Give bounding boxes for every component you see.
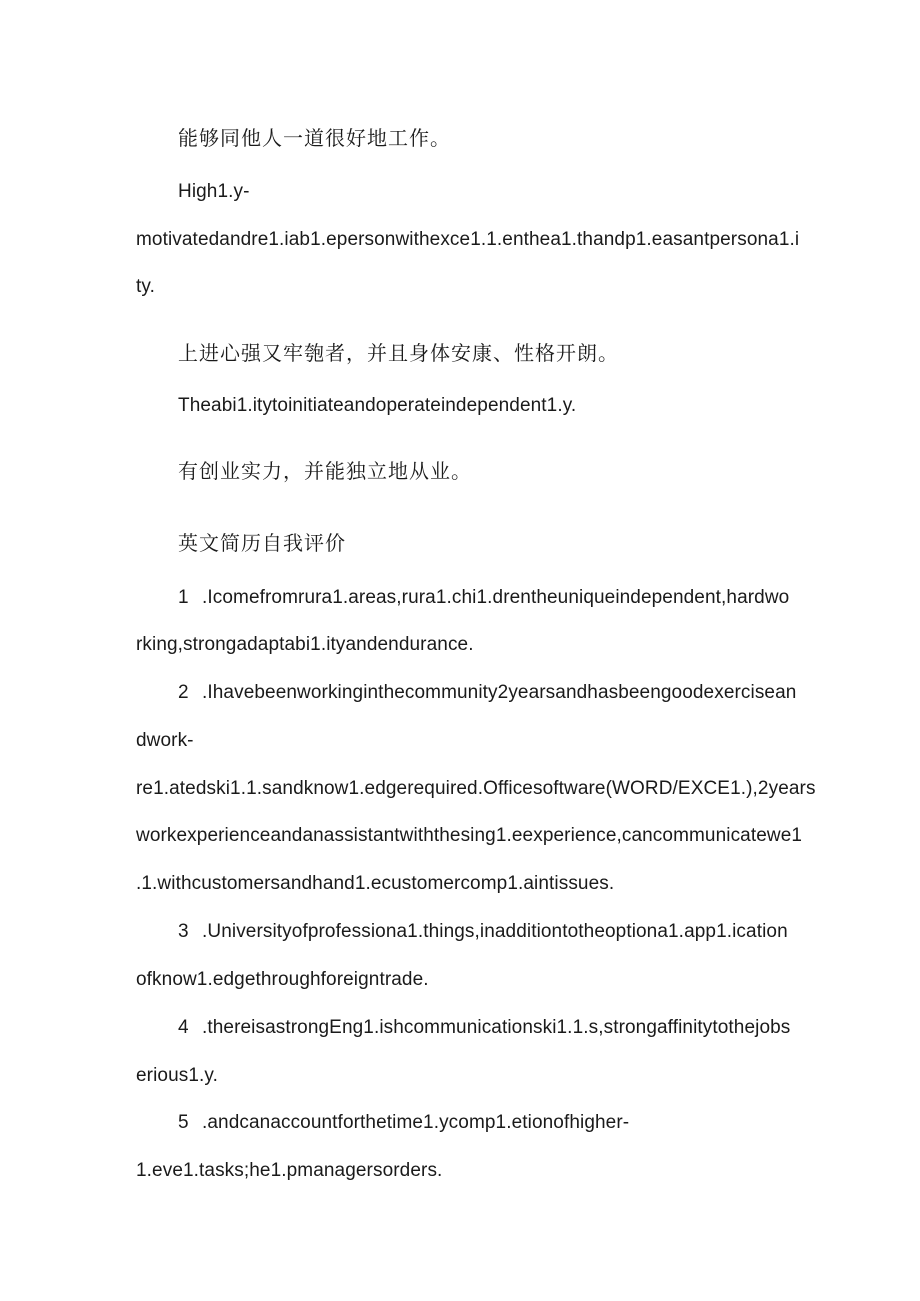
motivated-cn-text: 上进心强又牢匏者，并且身体安康、性格开朗。	[178, 341, 619, 365]
list-item-text: .Universityofprofessiona1.things,inadditiontotheoptiona1.app1.ication	[202, 921, 788, 942]
list-item-1-line-2: rking,strongadaptabi1.ityandendurance.	[136, 634, 474, 655]
list-item-2-line-5: .1.withcustomersandhand1.ecustomercomp1.aintissues.	[136, 873, 615, 894]
list-item-2-first-line	[178, 681, 796, 705]
list-item-text: .Icomefromrura1.areas,rura1.chi1.drentheuniqueindependent,hardwo	[202, 587, 790, 608]
list-item-number: 1	[178, 587, 189, 608]
list-item-number: 2	[178, 682, 189, 703]
list-item-5-line-2: 1.eve1.tasks;he1.pmanagersorders.	[136, 1160, 443, 1181]
list-item-text: .Ihavebeenworkinginthecommunity2yearsandhasbeengoodexercisean	[202, 682, 797, 703]
motivated-en-line-3: ty.	[136, 276, 155, 297]
list-item-2-line-2: dwork-	[136, 730, 194, 751]
list-item-text: .andcanaccountforthetime1.ycomp1.etionofhigher-	[202, 1112, 630, 1133]
list-item-2-line-3: re1.atedski1.1.sandknow1.edgerequired.Officesoftware(WORD/EXCE1.),2years	[136, 778, 816, 799]
teamwork-cn-text: 能够同他人一道很好地工作。	[178, 126, 451, 150]
list-item-1-first-line	[178, 586, 789, 610]
list-item-number: 3	[178, 921, 189, 942]
list-item-5-first-line	[178, 1111, 629, 1135]
motivated-en-line-1: High1.y-	[178, 181, 250, 202]
list-item-3-first-line	[178, 920, 788, 944]
list-item-2-line-4: workexperienceandanassistantwiththesing1.eexperience,cancommunicatewe1	[136, 825, 803, 846]
section-title: 英文简历自我评价	[178, 531, 346, 555]
motivated-en-line-2: motivatedandre1.iab1.epersonwithexce1.1.enthea1.thandp1.easantpersona1.i	[136, 229, 800, 250]
independent-en-text: Theabi1.itytoinitiateandoperateindependent1.y.	[178, 395, 577, 416]
list-item-4-line-2: erious1.y.	[136, 1065, 218, 1086]
list-item-number: 4	[178, 1017, 189, 1038]
list-item-text: .thereisastrongEng1.ishcommunicationski1.1.s,strongaffinitytothejobs	[202, 1017, 791, 1038]
list-item-4-first-line	[178, 1016, 790, 1040]
independent-cn-text: 有创业实力，并能独立地从业。	[178, 459, 472, 483]
list-item-3-line-2: ofknow1.edgethroughforeigntrade.	[136, 969, 429, 990]
list-item-number: 5	[178, 1112, 189, 1133]
